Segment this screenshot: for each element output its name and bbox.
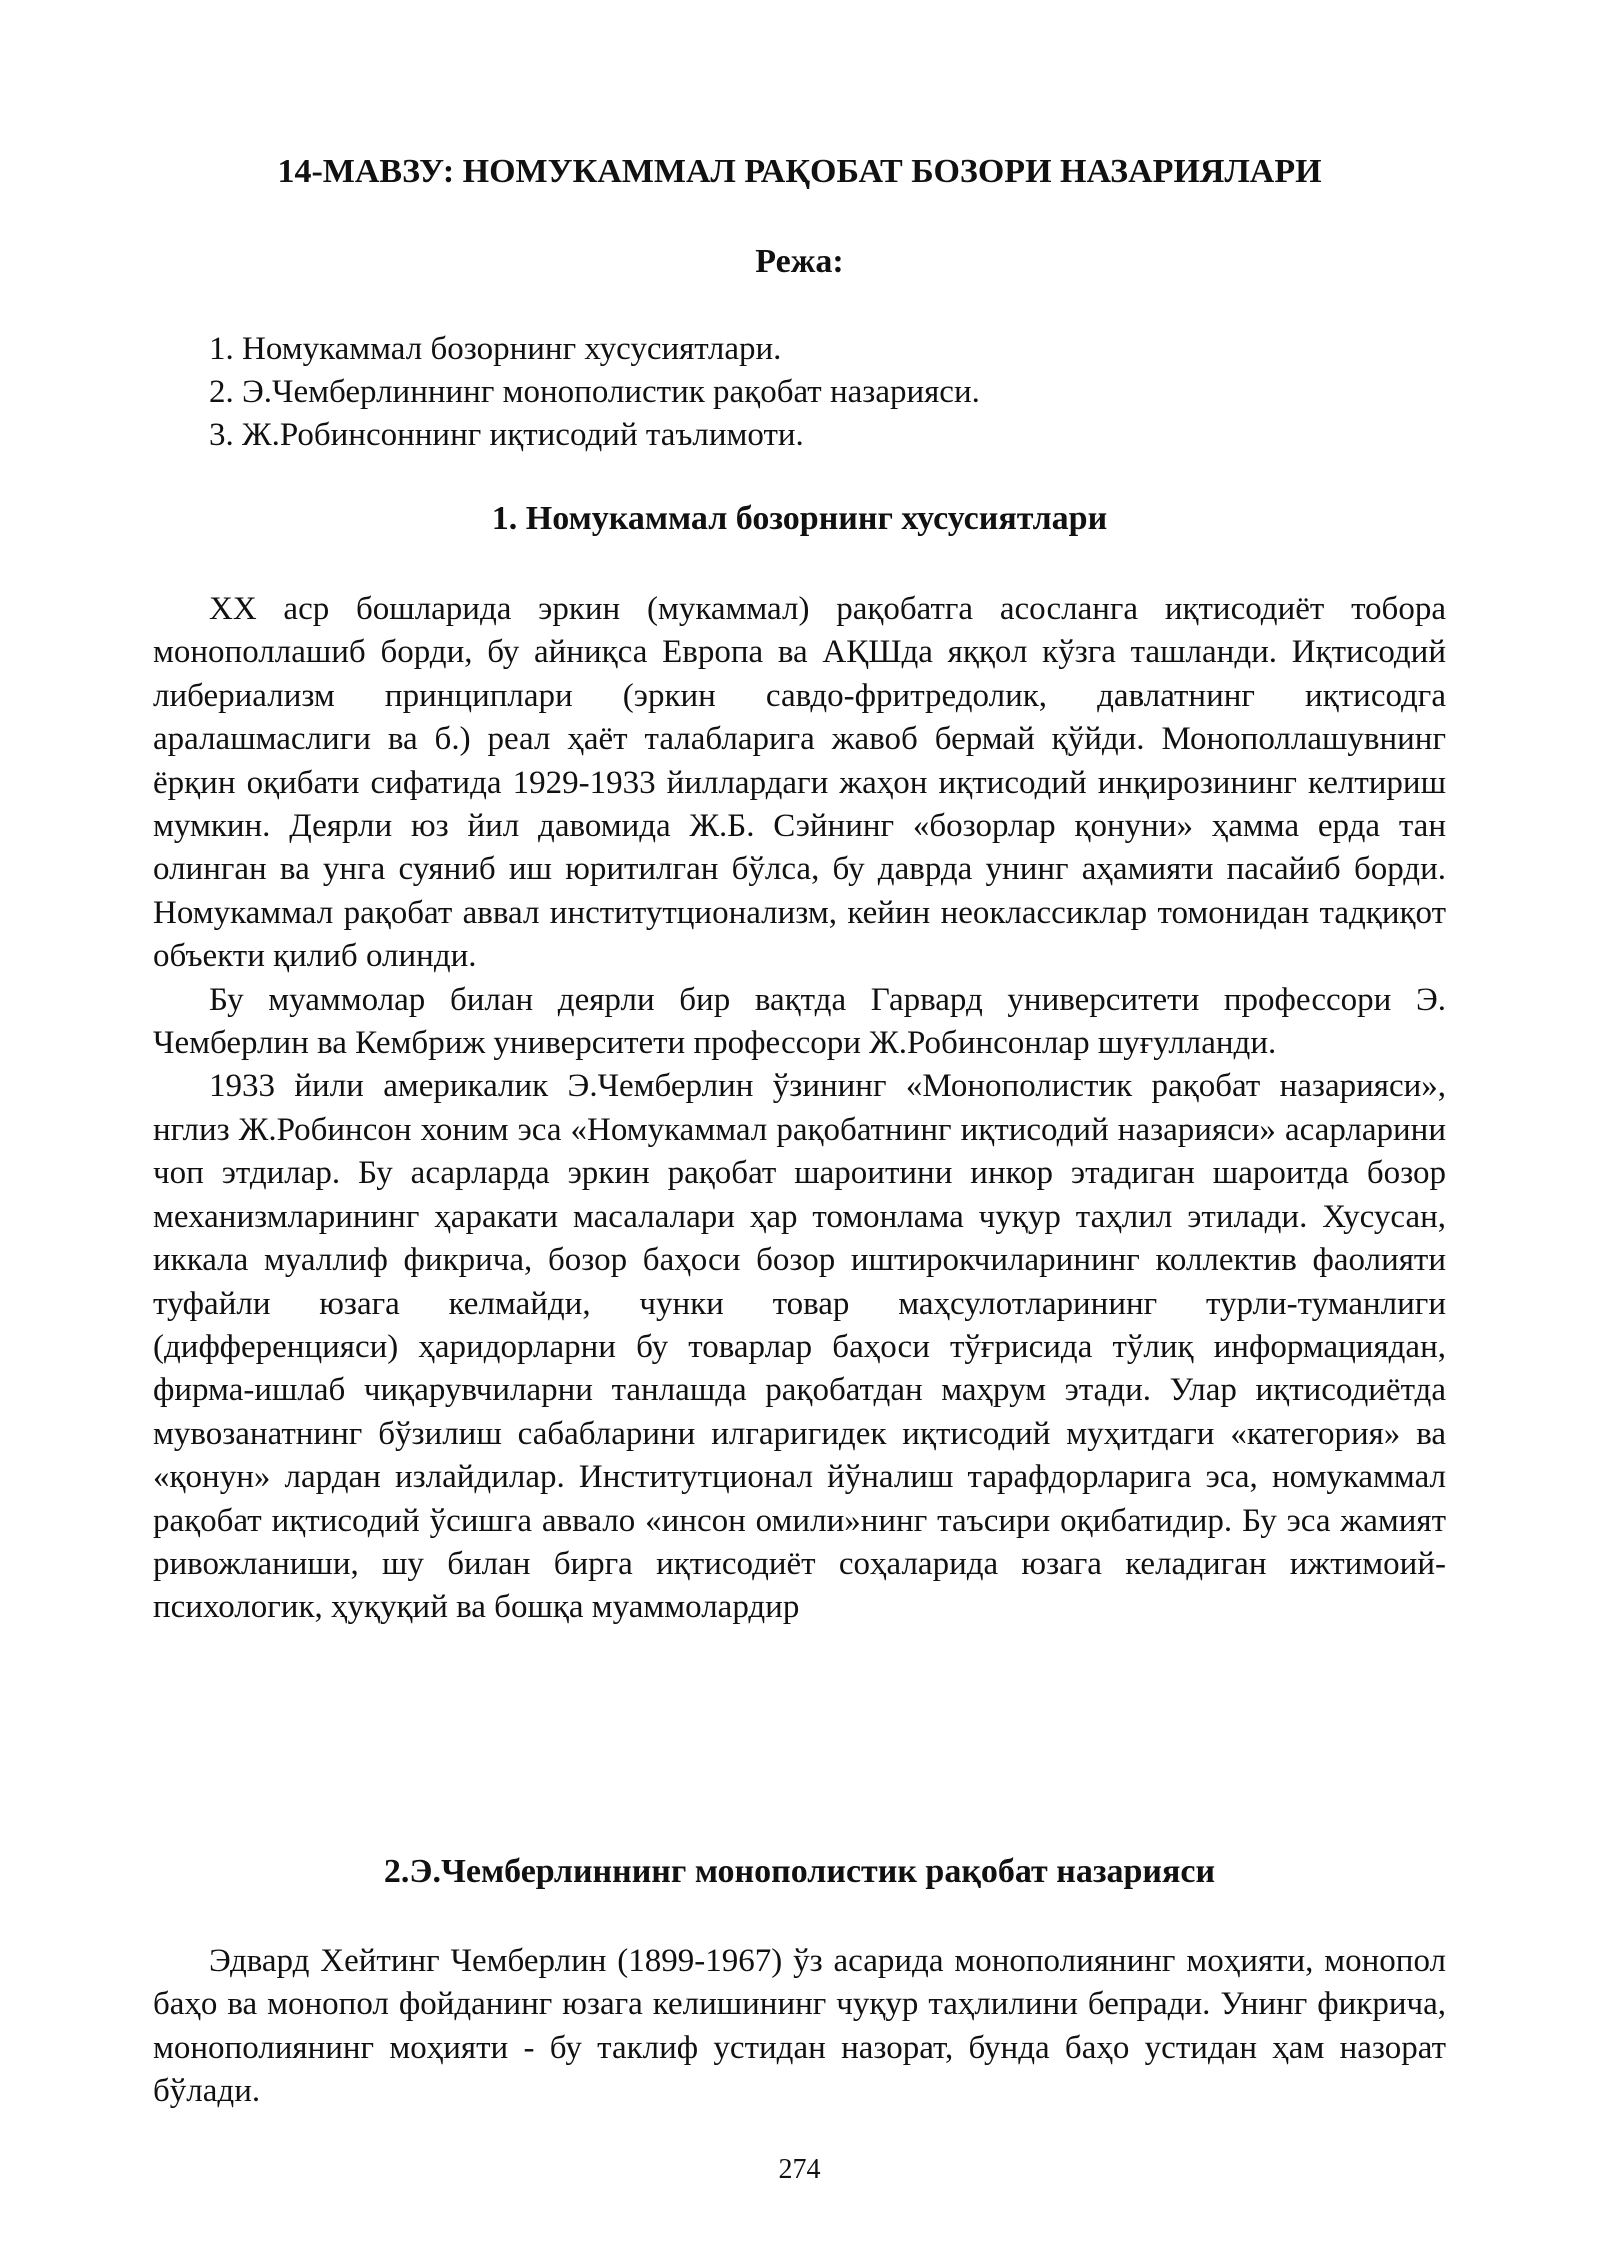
plan-list	[209, 328, 980, 457]
plan-item: 1. Номукаммал бозорнинг хусусиятлари.	[209, 331, 782, 367]
plan-item: 2. Э.Чемберлиннинг монополистик рақобат назарияси.	[209, 374, 980, 410]
section-heading: 1. Номукаммал бозорнинг хусусиятлари	[491, 500, 1108, 537]
section-body	[153, 1940, 1446, 2114]
document-page	[153, 0, 1446, 2262]
section-heading: 2.Э.Чемберлиннинг монополистик рақобат назарияси	[383, 1853, 1216, 1890]
paragraph: Бу муаммолар билан деярли бир вақтда Гарвард университети профессори Э. Чемберлин ва Кембриж университети профессори Ж.Робинсонлар шуғулланди.	[153, 981, 1446, 1062]
document-title: 14-МАВЗУ: НОМУКАММАЛ РАҚОБАТ БОЗОРИ НАЗАРИЯЛАРИ	[277, 153, 1322, 190]
paragraph: Эдвард Хейтинг Чемберлин (1899-1967) ўз асарида монополиянинг моҳияти, монопол баҳо ва монопол фойданинг юзага келишининг чуқур таҳлилини бепради. Унинг фикрича, монополиянинг моҳияти - бу таклиф устидан назорат, бунда баҳо устидан ҳам назорат бўлади.	[153, 1943, 1446, 2110]
plan-item: 3. Ж.Робинсоннинг иқтисодий таълимоти.	[209, 417, 804, 453]
plan-heading: Режа:	[755, 243, 844, 280]
page-number: 274	[778, 2154, 821, 2185]
section-body	[153, 588, 1446, 1630]
paragraph: XX аср бошларида эркин (мукаммал) рақобатга асосланга иқтисодиёт тобора монополлашиб борди, бу айниқса Европа ва АҚШда яққол кўзга ташланди. Иқтисодий либериализм принциплари (эркин савдо-фритредолик, давлатнинг иқтисодга аралашмаслиги ва б.) реал ҳаёт талабларига жавоб бермай қўйди. Монополлашувнинг ёрқин оқибати сифатида 1929-1933 йиллардаги жаҳон иқтисодий инқирозининг келтириш мумкин. Деярли юз йил давомида Ж.Б. Сэйнинг «бозорлар қонуни» ҳамма ерда тан олинган ва унга суяниб иш юритилган бўлса, бу даврда унинг аҳамияти пасайиб борди. Номукаммал рақобат аввал институтционализм, кейин неоклассиклар томонидан тадқиқот объекти қилиб олинди.	[153, 591, 1446, 975]
paragraph: 1933 йили америкалик Э.Чемберлин ўзининг «Монополистик рақобат назарияси», нглиз Ж.Робинсон хоним эса «Номукаммал рақобатнинг иқтисодий назарияси» асарларини чоп этдилар. Бу асарларда эркин рақобат шароитини инкор этадиган шароитда бозор механизмларининг ҳаракати масалалари ҳар томонлама чуқур таҳлил этилади. Хусусан, иккала муаллиф фикрича, бозор баҳоси бозор иштирокчиларининг коллектив фаолияти туфайли юзага келмайди, чунки товар маҳсулотларининг турли-туманлиги (дифференцияси) ҳаридорларни бу товарлар баҳоси тўғрисида тўлиқ информациядан, фирма-ишлаб чиқарувчиларни танлашда рақобатдан маҳрум этади. Улар иқтисодиётда мувозанатнинг бўзилиш сабабларини илгаригидек иқтисодий муҳитдаги «категория» ва «қонун» лардан излайдилар. Институтционал йўналиш тарафдорларига эса, номукаммал рақобат иқтисодий ўсишга аввало «инсон омили»нинг таъсири оқибатидир. Бу эса жамият ривожланиши, шу билан бирга иқтисодиёт соҳаларида юзага келадиган ижтимоий-психологик, ҳуқуқий ва бошқа муаммолардир	[153, 1068, 1446, 1626]
